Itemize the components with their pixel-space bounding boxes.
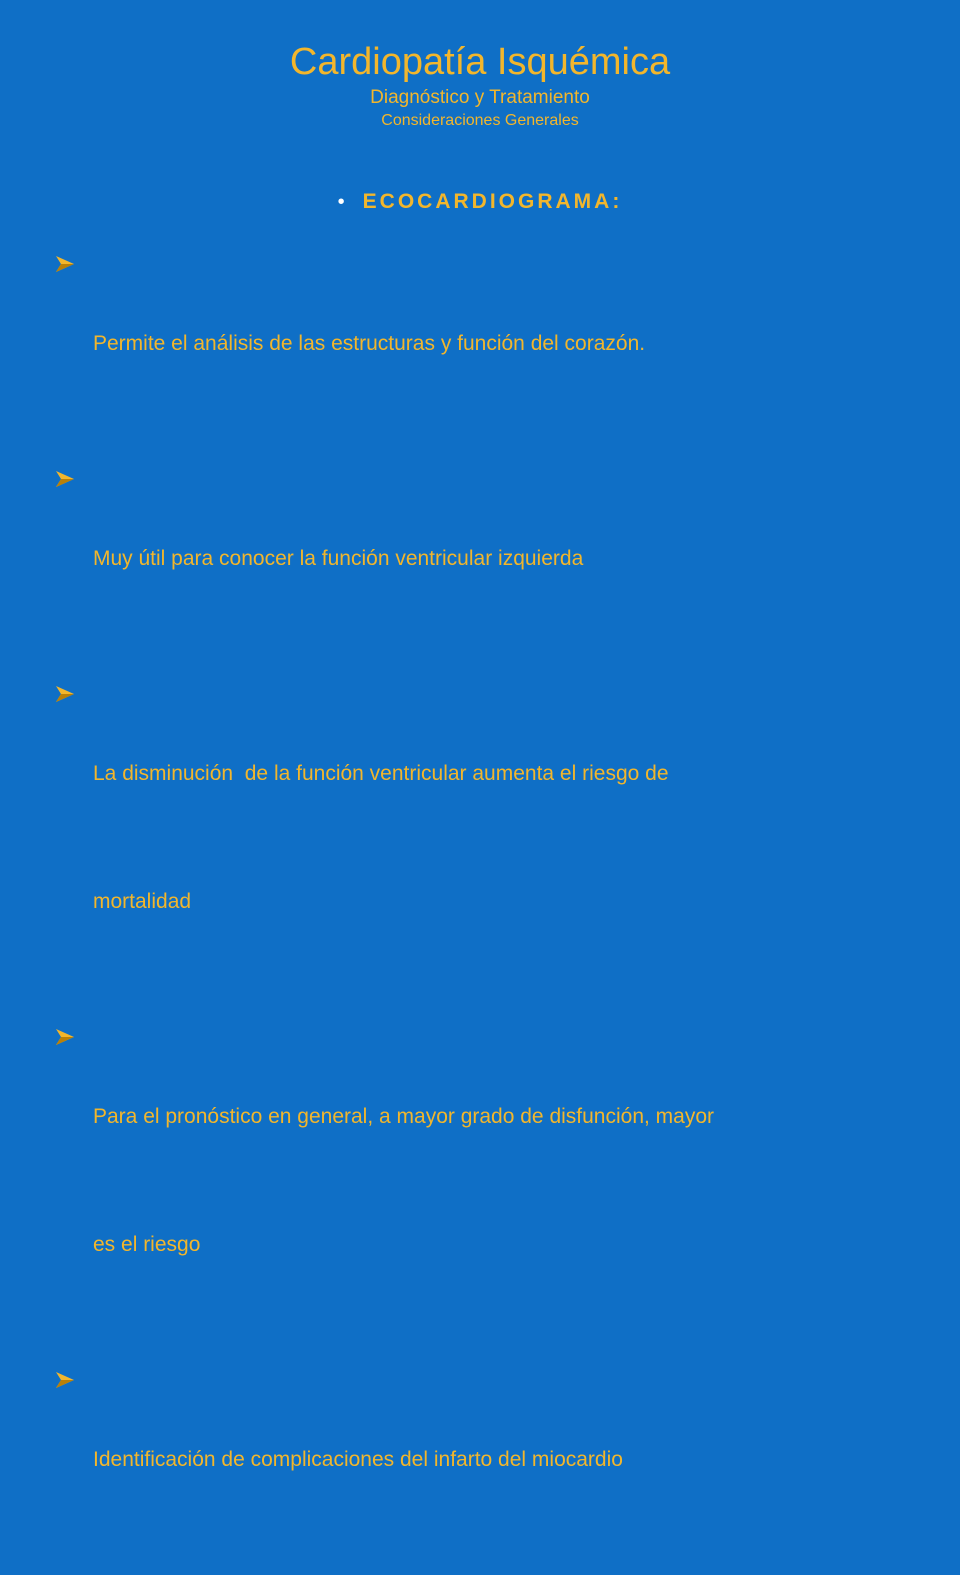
list-item [55, 1017, 905, 1345]
section-heading [0, 190, 960, 214]
arrowhead-icon [55, 459, 93, 499]
list-item [55, 244, 905, 444]
arrowhead-icon [55, 244, 93, 284]
arrowhead-icon [55, 674, 93, 714]
bullet-dot-icon: • [337, 191, 345, 213]
list-item-text [93, 1360, 623, 1560]
arrowhead-icon [55, 1360, 93, 1400]
list-item-text [93, 459, 583, 659]
list-item [55, 1360, 905, 1560]
list-item-line: Identificación de complicaciones del infarto del miocardio [93, 1448, 623, 1471]
list-item [55, 459, 905, 659]
list-item-line: Muy útil para conocer la función ventricular izquierda [93, 547, 584, 570]
list-item-line: Permite el análisis de las estructuras y función del corazón. [93, 332, 646, 355]
slide-subtitle: Diagnóstico y Tratamiento [370, 87, 590, 108]
list-item [55, 674, 905, 1002]
slide-title: Cardiopatía Isquémica [289, 41, 671, 83]
list-item-text [93, 1017, 714, 1345]
section-title: ECOCARDIOGRAMA: [362, 190, 623, 213]
list-item-line: Para el pronóstico en general, a mayor grado de disfunción, mayor [93, 1105, 715, 1128]
list-item-line-continued: mortalidad [93, 890, 192, 913]
list-item-text [93, 674, 669, 1002]
slide-subtitle-secondary: Consideraciones Generales [381, 112, 579, 129]
slide-header [0, 38, 960, 132]
list-item-line: La disminución de la función ventricular aumenta el riesgo de [93, 762, 669, 785]
bullet-list [55, 244, 905, 1575]
list-item-line-continued: es el riesgo [93, 1233, 201, 1256]
arrowhead-icon [55, 1017, 93, 1057]
list-item-text [93, 244, 645, 444]
